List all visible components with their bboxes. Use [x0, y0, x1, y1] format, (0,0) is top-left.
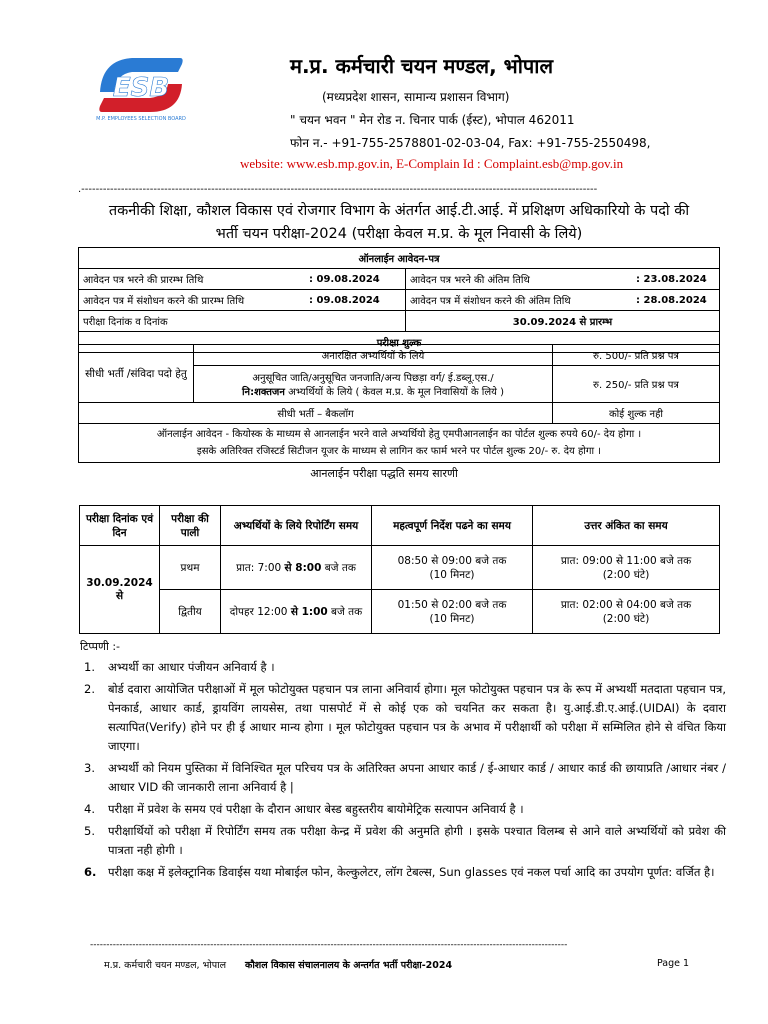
- subject-line-1: तकनीकी शिक्षा, कौशल विकास एवं रोजगार विभाग के अंतर्गत आई.टी.आई. में प्रशिक्षण अधिकारियो के पदो की: [108, 203, 690, 219]
- reserved-bold: नि:शक्तजन: [241, 387, 285, 398]
- shift-2-reporting-suffix: बजे तक: [327, 605, 363, 618]
- notes-title: टिप्पणी :-: [80, 640, 121, 653]
- logo-subtext: M.P. EMPLOYEES SELECTION BOARD: [96, 116, 186, 122]
- direct-recruitment-label: सीधी भर्ती /संविदा पदो हेतु: [79, 345, 194, 403]
- department-line: (मध्यप्रदेश शासन, सामान्य प्रशासन विभाग): [322, 90, 510, 104]
- note-text: परीक्षा में प्रवेश के समय एवं परीक्षा के दौरान आधार बेस्ड बहुस्तरीय बायोमेट्रिक सत्यापन अनिवार्य है ।: [108, 802, 524, 816]
- header-shift: परीक्षा की पाली: [160, 506, 221, 546]
- note-text: अभ्यर्थी को नियम पुस्तिका में विनिश्चित मूल परिचय पत्र के अतिरिक्त अपना आधार कार्ड / ई-आधार कार्ड / आधार कार्ड की छायाप्रति /आधार नंबर /आधार VID की जानकारी लाना अनिवार्य है |: [108, 761, 726, 794]
- board-title: म.प्र. कर्मचारी चयन मण्डल, भोपाल: [290, 54, 554, 78]
- edit-end-label: आवेदन पत्र में संशोधन करने की अंतिम तिथि: [406, 290, 633, 311]
- shift-2-answer-time: प्रात: 02:00 से 04:00 बजे तक: [560, 598, 692, 611]
- note-text: बोर्ड दवारा आयोजित परीक्षाओं में मूल फोटोयुक्त पहचान पत्र लाना अनिवार्य होगा। मूल फोटोयुक्त पहचान पत्र के रूप में अभ्यर्थी मतदाता पहचान पत्र, पेनकार्ड, आधार कार्ड, ड्रायविंग लायसेस, तथा पासपोर्ट में से कोई एक को चयनित कर सकता है। यु.आई.डी.ए.आई.(UIDAI) के दवारा सत्यापित(Verify) होने पर ही ई आधार मान्य होगा । मूल फोटोयुक्त पहचान पत्र के अभाव में परीक्षार्थी को परीक्षा में सम्मिलित होने से वंचित किया जाएगा।: [108, 682, 726, 753]
- shift-1-answer-time: प्रात: 09:00 से 11:00 बजे तक: [560, 554, 692, 567]
- end-date-value: : 23.08.2024: [632, 269, 720, 290]
- shift-1-reporting-start: प्रात: 7:00: [236, 561, 285, 574]
- shift-2-reporting: [221, 590, 372, 634]
- edit-start-value: : 09.08.2024: [305, 290, 406, 311]
- shift-1-instructions: [372, 546, 533, 590]
- phone-line: फोन न.- +91-755-2578801-02-03-04, Fax: +91-755-2550498,: [290, 136, 651, 150]
- shift-2-answer-duration: (2:00 घंटे): [602, 612, 650, 625]
- list-item: [84, 658, 726, 677]
- note-number: 2.: [84, 682, 95, 696]
- fee-detail-table: [78, 344, 720, 463]
- note-number: 3.: [84, 761, 95, 775]
- shift-2-reporting-start: दोपहर 12:00: [229, 605, 291, 618]
- reserved-line-1: अनुसूचित जाति/अनुसूचित जनजाति/अन्य पिछड़ा वर्ग/ ई.डब्लू.एस./: [252, 373, 494, 384]
- note-number: 6.: [84, 865, 97, 879]
- note-number: 1.: [84, 660, 95, 674]
- online-application-heading: ऑनलाईन आवेदन-पत्र: [79, 248, 720, 269]
- shift-1-reporting-end: से 8:00: [284, 561, 322, 574]
- table-row: [80, 590, 720, 634]
- kiosk-note-2: इसके अतिरिक्त रजिस्टर्ड सिटीजन यूजर के माध्यम से लागिन कर फार्म भरने पर पोर्टल शुल्क 20/- रु. देय होगा ।: [196, 446, 602, 457]
- page-number: Page 1: [657, 958, 690, 969]
- exam-date-label: परीक्षा दिनांक व दिनांक: [79, 311, 406, 332]
- list-item: [84, 759, 726, 797]
- header-instructions: महत्वपूर्ण निर्देश पढने का समय: [372, 506, 533, 546]
- unreserved-fee: रु. 500/- प्रति प्रश्न पत्र: [553, 345, 720, 366]
- shift-2-instr-time: 01:50 से 02:00 बजे तक: [397, 598, 507, 611]
- shift-1-instr-duration: (10 मिनट): [429, 568, 475, 581]
- reserved-fee: रु. 250/- प्रति प्रश्न पत्र: [553, 366, 720, 403]
- footer-middle: कौशल विकास संचालनालय के अन्तर्गत भर्ती परीक्षा-2024: [245, 960, 453, 971]
- shift-1-answer: [533, 546, 720, 590]
- list-item: [84, 680, 726, 756]
- schedule-date: 30.09.2024 से: [80, 546, 160, 634]
- shift-1-instr-time: 08:50 से 09:00 बजे तक: [397, 554, 507, 567]
- exam-date-value: 30.09.2024 से प्रारम्भ: [406, 311, 720, 332]
- end-date-label: आवेदन पत्र भरने की अंतिम तिथि: [406, 269, 633, 290]
- portal-fee-note: [79, 424, 720, 463]
- shift-2-instr-duration: (10 मिनट): [429, 612, 475, 625]
- shift-2: द्वितीय: [160, 590, 221, 634]
- shift-1-reporting: [221, 546, 372, 590]
- exam-fee-heading: परीक्षा शुल्क: [79, 332, 720, 353]
- notes-list: [84, 658, 726, 885]
- header-exam-date: परीक्षा दिनांक एवं दिन: [80, 506, 160, 546]
- list-item: [84, 822, 726, 860]
- header-separator: .-----------------------------------------------------------------------------------------------------------------------------------------------: [78, 184, 598, 195]
- start-date-value: : 09.08.2024: [305, 269, 406, 290]
- subject-heading: [74, 200, 724, 246]
- shift-1-answer-duration: (2:00 घंटे): [602, 568, 650, 581]
- shift-2-answer: [533, 590, 720, 634]
- note-number: 5.: [84, 824, 95, 838]
- reserved-label: [194, 366, 553, 403]
- footer-left: म.प्र. कर्मचारी चयन मण्डल, भोपाल: [104, 960, 227, 971]
- list-item: [84, 800, 726, 819]
- application-fee-table: [78, 247, 720, 353]
- schedule-caption: आनलाईन परीक्षा पद्धति समय सारणी: [310, 467, 458, 480]
- address-line: " चयन भवन " मेन रोड न. चिनार पार्क (ईस्ट), भोपाल 462011: [290, 113, 575, 127]
- footer-separator: ---------------------------------------------------------------------------------------------------------------------------------------------------: [90, 940, 568, 950]
- logo-text: ESB: [112, 73, 170, 103]
- table-row: [80, 546, 720, 590]
- esb-logo: [92, 52, 190, 124]
- note-number: 4.: [84, 802, 95, 816]
- note-text: परीक्षार्थियों को परीक्षा में रिपोर्टिंग समय तक परीक्षा केन्द्र में प्रवेश की अनुमति होगी । इसके पश्चात विलम्ब से आने वाले अभ्यर्थियों को प्रवेश की पात्रता नही होगी ।: [108, 824, 726, 857]
- header-reporting: अभ्यर्थियों के लिये रिपोर्टिंग समय: [221, 506, 372, 546]
- list-item: [84, 863, 726, 882]
- kiosk-note-1: ऑनलाईन आवेदन - कियोस्क के माध्यम से आनलाईन भरने वाले अभ्यर्थियो हेतु एमपीआनलाईन का पोर्टल शुल्क रुपये 60/- देय होगा ।: [156, 429, 642, 440]
- website-line[interactable]: website: www.esb.mp.gov.in, E-Complain Id : Complaint.esb@mp.gov.in: [240, 156, 624, 171]
- footer: [104, 958, 452, 971]
- shift-2-instructions: [372, 590, 533, 634]
- edit-end-value: : 28.08.2024: [632, 290, 720, 311]
- reserved-line-2: अभ्यर्थियों के लिये ( केवल म.प्र. के मूल निवासियों के लिये ): [284, 387, 505, 398]
- edit-start-label: आवेदन पत्र में संशोधन करने की प्रारम्भ तिथि: [79, 290, 306, 311]
- subject-line-2: भर्ती चयन परीक्षा-2024 (परीक्षा केवल म.प्र. के मूल निवासी के लिये): [215, 226, 583, 242]
- note-text: अभ्यर्थी का आधार पंजीयन अनिवार्य है ।: [108, 660, 275, 674]
- note-text: परीक्षा कक्ष में इलेक्ट्रानिक डिवाईस यथा मोबाईल फोन, केल्कुलेटर, लॉग टेबल्स, Sun glasses एवं नकल पर्चा आदि का उपयोग पूर्णत: वर्जित है।: [108, 865, 715, 879]
- shift-2-reporting-end: से 1:00: [290, 605, 328, 618]
- shift-1: प्रथम: [160, 546, 221, 590]
- backlog-fee: कोई शुल्क नही: [553, 403, 720, 424]
- shift-1-reporting-suffix: बजे तक: [321, 561, 356, 574]
- exam-schedule-table: [79, 505, 720, 634]
- backlog-label: सीधी भर्ती – बैकलॉग: [79, 403, 553, 424]
- header-answer-time: उत्तर अंकित का समय: [533, 506, 720, 546]
- unreserved-label: अनारक्षित अभ्यर्थियों के लिये: [194, 345, 553, 366]
- start-date-label: आवेदन पत्र भरने की प्रारम्भ तिथि: [79, 269, 306, 290]
